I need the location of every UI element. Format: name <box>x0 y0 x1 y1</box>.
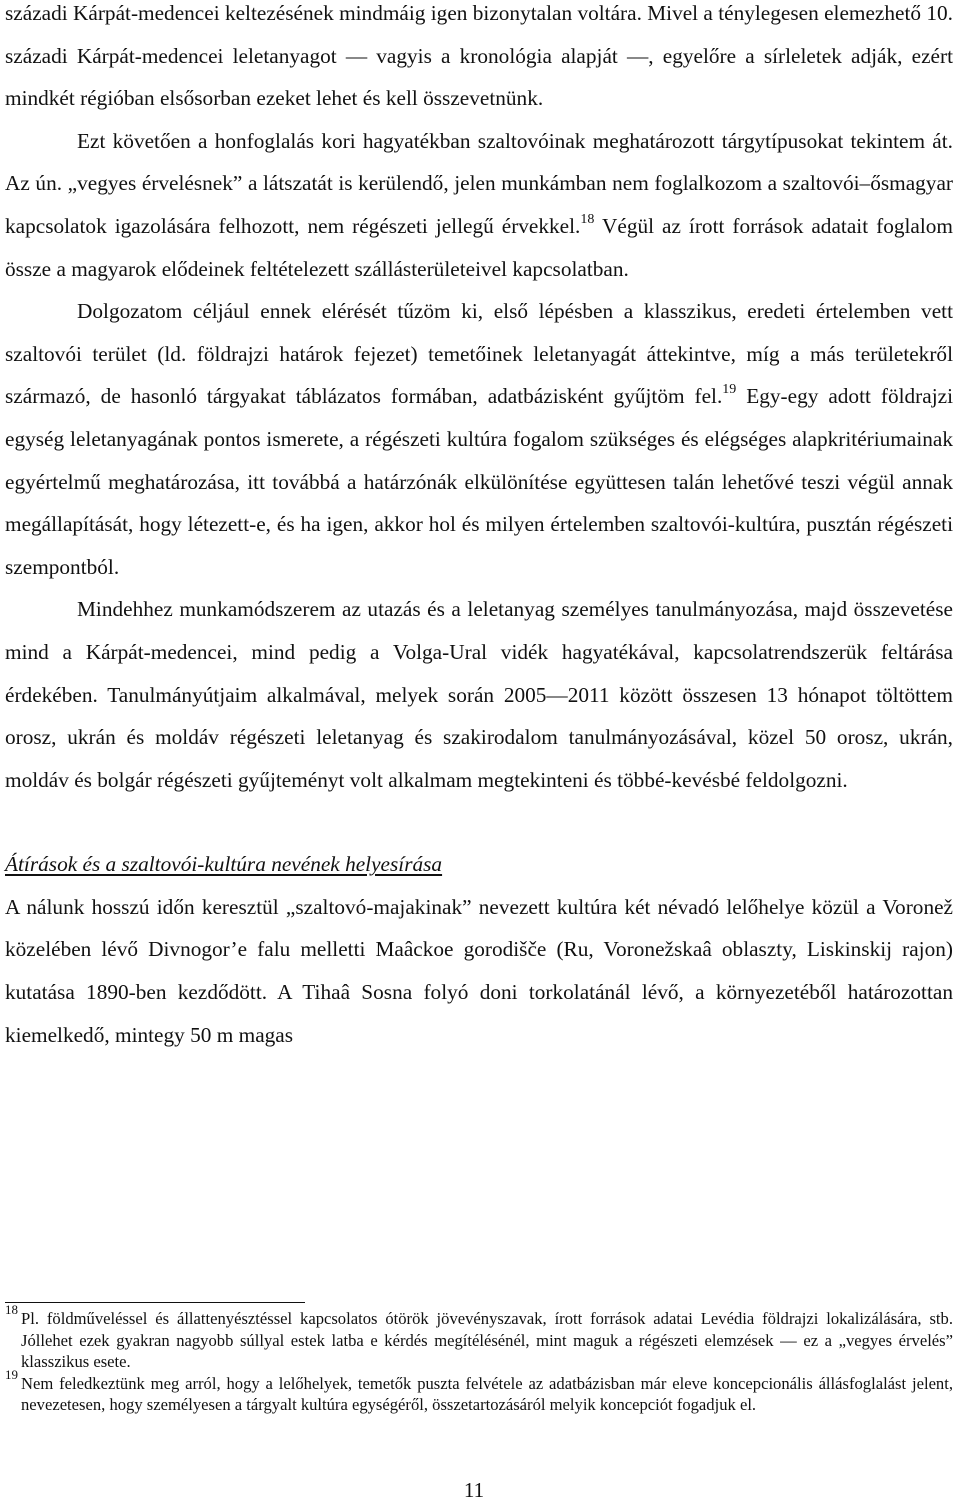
section-heading-text: Átírások és a szaltovói-kultúra nevének helyesírása <box>5 852 443 877</box>
paragraph-1 <box>5 0 953 120</box>
paragraph-text: Mindehhez munkamódszerem az utazás és a leletanyag személyes tanulmányozása, majd összevetése mind a Kárpát-medencei, mind pedig a Volga-Ural vidék hagyatékával, kapcsolatrendszerük feltárása érdekében. Tanulmányútjaim alkalmával, melyek során 2005—2011 között összesen 13 hónapot töltöttem orosz, ukrán és moldáv régészeti leletanyag és szakirodalom tanulmányozásával, közel 50 orosz, ukrán, moldáv és bolgár régészeti gyűjteményt volt alkalmam megtekinteni és többé-kevésbé feldolgozni. <box>5 597 953 792</box>
paragraph-text: Egy-egy adott földrajzi egység leletanyagának pontos ismerete, a régészeti kultúra fogalom szükséges és elégséges alapkritériumainak egyértelmű meghatározása, itt továbbá a határzónák elkülönítése együttesen talán lehetővé teszi végül annak megállapítását, hogy létezett-e, és ha igen, akkor hol és milyen értelemben szaltovói-kultúra, pusztán régészeti szempontból. <box>5 384 954 579</box>
paragraph-text: századi Kárpát-medencei keltezésének mindmáig igen bizonytalan voltára. Mivel a ténylegesen elemezhető 10. századi Kárpát-medencei leletanyagot — vagyis a kronológia alapját —, egyelőre a sírleletek adják, ezért mindkét régióban elsősorban ezeket lehet és kell összevetnünk. <box>5 1 953 111</box>
paragraph-text: Dolgozatom céljául ennek elérését tűzöm ki, első lépésben a klasszikus, eredeti értelemben vett szaltovói terület (ld. földrajzi határok fejezet) temetőinek leletanyagát áttekintve, míg a más területekről származó, de hasonló tárgyakat táblázatos formában, adatbázisként gyűjtöm fel. <box>5 299 953 409</box>
paragraph-3 <box>5 290 953 588</box>
footnote-number: 18 <box>5 1302 18 1317</box>
footnote-text: Pl. földműveléssel és állattenyésztéssel kapcsolatos ótörök jövevényszavak, írott források adatai Levédia földrajzi lokalizálására, stb. Jóllehet ezek gyakran nagyobb súllyal estek latba e kérdés megítélésénél, mint maguk a régészeti elemzések — ez a „vegyes érvelés” klasszikus esete. <box>21 1309 953 1371</box>
body-text <box>5 0 953 1056</box>
paragraph-text: Végül az írott források adatait foglalom össze a magyarok elődeinek feltételezett szállásterületeivel kapcsolatban. <box>5 213 953 281</box>
footnote-separator <box>5 1302 305 1303</box>
footnote-number: 19 <box>5 1366 18 1382</box>
footnote-text: Nem feledkeztünk meg arról, hogy a lelőhelyek, temetők puszta felvétele az adatbázisban már eleve koncepcionális állásfoglalást jelent, nevezetesen, hogy személyesen a tárgyalt kultúra egységéről, összetartozásáról melyik koncepciót fogadjuk el. <box>21 1373 953 1414</box>
paragraph-4 <box>5 588 953 801</box>
paragraph-text: A nálunk hosszú időn keresztül „szaltovó-majakinak” nevezett kultúra két névadó lelőhelye közül a Voronež közelében lévő Divnogor’e falu melletti Maâckoe gorodišče (Ru, Voronežskaâ oblaszty, Liskinskij rajon) kutatása 1890-ben kezdődött. A Tihaâ Sosna folyó doni torkolatánál lévő, a környezetéből határozottan kiemelkedő, mintegy 50 m magas <box>5 894 953 1047</box>
paragraph-text: Ezt követően a honfoglalás kori hagyatékban szaltovóinak meghatározott tárgytípusokat tekintem át. Az ún. „vegyes érvelésnek” a látszatát is kerülendő, jelen munkámban nem foglalkozom a szaltovói–ősmagyar kapcsolatok igazolására felhozott, nem régészeti jellegű érvekkel. <box>5 128 953 238</box>
footnote-reference: 19 <box>722 382 737 398</box>
section-paragraph <box>5 886 953 1056</box>
footnotes <box>5 1302 953 1416</box>
page-number: 11 <box>463 1478 485 1502</box>
footnote-19 <box>5 1366 953 1416</box>
footnote-reference: 18 <box>580 211 595 227</box>
paragraph-2 <box>5 120 953 290</box>
section-heading <box>5 843 953 886</box>
footnote-18 <box>5 1302 953 1373</box>
